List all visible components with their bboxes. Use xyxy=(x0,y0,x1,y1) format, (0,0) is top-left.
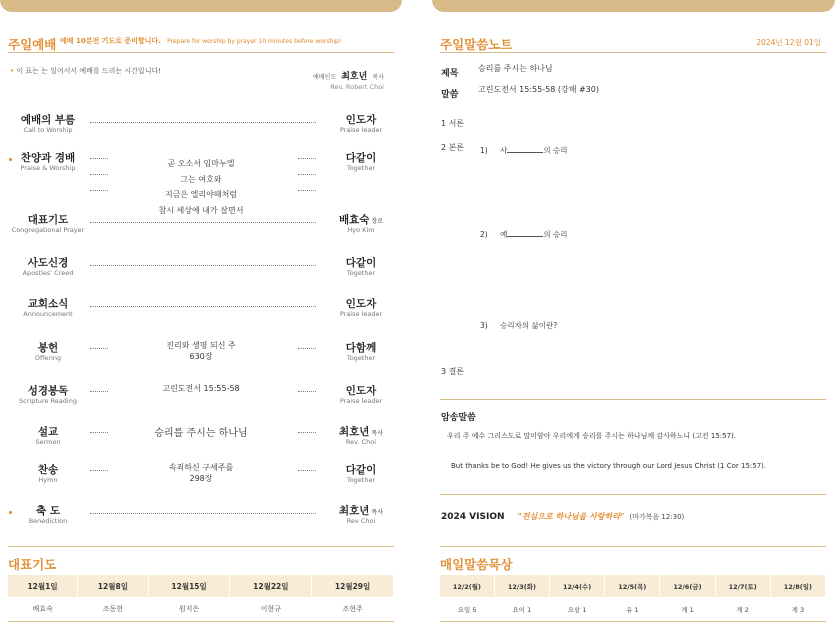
prayer-name: 원지은 xyxy=(148,597,230,622)
order-item-en: Apostles' Creed xyxy=(22,269,74,277)
note-body: 2 본론 xyxy=(441,143,465,152)
right-bottom-rule xyxy=(440,546,826,547)
daily-date: 12/5(목) xyxy=(605,575,660,597)
order-item-name: 봉헌 xyxy=(37,342,59,354)
daily-ref: 계 1 xyxy=(660,597,715,622)
detail-line: 승리를 주시는 하나님 xyxy=(154,428,248,439)
prayer-name-row xyxy=(8,597,394,622)
worship-section-title: 주일예배 xyxy=(8,37,57,52)
left-title-rule xyxy=(8,52,394,53)
order-item-name: 설교 xyxy=(37,426,59,438)
prep-note-en: Prepare for worship by prayer 10 minutes before worship! xyxy=(167,38,342,45)
memory-verse-ko: 우리 주 예수 그리스도로 말미암아 우리에게 승리를 주시는 하나님께 감사하노니 (고전 15:57). xyxy=(447,432,737,440)
daily-ref: 요삼 1 xyxy=(550,597,605,622)
order-leader xyxy=(326,150,396,165)
daily-ref: 유 1 xyxy=(605,597,660,622)
order-leader-title: 목사 xyxy=(371,509,384,516)
preacher-info xyxy=(313,64,384,91)
sermon-title-label: 제목 xyxy=(441,69,459,79)
order-leader-en: Rev. Choi xyxy=(345,438,377,446)
order-leader xyxy=(326,296,396,311)
dot-leader xyxy=(298,158,316,159)
daily-ref: 요일 5 xyxy=(440,597,494,622)
order-item-name: 찬송 xyxy=(37,464,59,476)
order-item-name: 찬양과 경배 xyxy=(20,152,76,164)
point-2-num: 2) xyxy=(480,230,488,239)
order-item-detail xyxy=(115,383,287,394)
prayer-section-title: 대표기도 xyxy=(8,557,57,572)
point-3-pre: 승리자의 삶이란? xyxy=(500,321,558,330)
order-item-name: 사도신경 xyxy=(27,257,69,269)
prayer-name: 이현규 xyxy=(230,597,312,622)
order-leader-en: Praise leader xyxy=(339,126,383,134)
dot-leader xyxy=(90,190,108,191)
order-leader-name: 최호년 xyxy=(338,426,370,438)
dot-leader xyxy=(298,470,316,471)
order-leader xyxy=(326,503,396,518)
vision-ref: (마가복음 12:30) xyxy=(629,513,685,521)
order-leader-name: 다같이 xyxy=(345,257,377,269)
vision-rule xyxy=(440,494,826,495)
order-leader-title: 장로 xyxy=(371,218,384,225)
prayer-date: 12월22일 xyxy=(230,575,312,597)
vision-line xyxy=(441,504,684,523)
standing-bullet-icon: • xyxy=(10,67,15,75)
prayer-header-row xyxy=(8,575,394,597)
order-leader-name: 인도자 xyxy=(345,385,377,397)
order-item-detail xyxy=(115,428,287,439)
order-item-name: 교회소식 xyxy=(27,298,69,310)
dot-leader xyxy=(90,158,108,159)
order-leader-name: 인도자 xyxy=(345,298,377,310)
order-leader xyxy=(326,255,396,270)
dot-leader xyxy=(90,348,108,349)
detail-line: 진리와 생명 되신 주 xyxy=(166,341,236,350)
order-item-name: 대표기도 xyxy=(27,214,69,226)
sermon-title-value: 승리를 주시는 하나님 xyxy=(478,64,553,73)
scripture-value: 고린도전서 15:55-58 (강해 #30) xyxy=(478,85,599,94)
memory-verse-en: But thanks be to God! He gives us the victory through our Lord Jesus Christ (1 Cor 15:57). xyxy=(451,462,767,470)
vision-label: 2024 VISION xyxy=(441,512,505,522)
daily-ref-row xyxy=(440,597,826,622)
dot-leader xyxy=(90,306,316,307)
order-item-en: Sermon xyxy=(35,438,61,446)
prep-note xyxy=(60,36,341,46)
order-leader-en: Hyo Kim xyxy=(347,226,375,234)
dot-leader xyxy=(90,513,316,514)
order-leader-title: 목사 xyxy=(371,430,384,437)
detail-line: 속죄하신 구세주를 xyxy=(168,463,234,472)
order-leader xyxy=(326,340,396,355)
order-item-detail xyxy=(115,340,287,362)
point-1 xyxy=(480,144,567,156)
right-title-rule xyxy=(440,52,826,53)
order-leader xyxy=(326,424,396,439)
point-2-pre: 예 xyxy=(500,230,508,239)
point-2-post: 의 승리 xyxy=(543,230,568,239)
dot-leader xyxy=(90,265,316,266)
order-leader xyxy=(326,212,396,227)
note-conclusion: 3 결론 xyxy=(441,367,465,376)
detail-line: 630장 xyxy=(189,352,213,361)
dot-leader xyxy=(90,470,108,471)
order-item-name: 축 도 xyxy=(36,505,60,517)
dot-leader xyxy=(298,174,316,175)
dot-leader xyxy=(298,432,316,433)
order-item-en: Announcement xyxy=(23,310,73,318)
order-leader-name: 최호년 xyxy=(338,505,370,517)
order-leader-name: 인도자 xyxy=(345,114,377,126)
daily-meditation-table xyxy=(440,575,826,622)
daily-date: 12/8(일) xyxy=(770,575,825,597)
order-item-detail xyxy=(115,462,287,484)
point-2 xyxy=(480,228,567,240)
order-leader-en: Praise leader xyxy=(339,397,383,405)
order-item-en: Praise & Worship xyxy=(20,164,76,172)
order-item-en: Scripture Reading xyxy=(19,397,77,405)
order-item-en: Call to Worship xyxy=(23,126,73,134)
order-leader-en: Praise leader xyxy=(339,310,383,318)
preacher-title: 목사 xyxy=(372,74,384,81)
memory-rule xyxy=(440,399,826,400)
order-item-detail xyxy=(115,156,287,218)
dot-leader xyxy=(90,432,108,433)
daily-header-row xyxy=(440,575,826,597)
prayer-date: 12월1일 xyxy=(8,575,78,597)
daily-ref: 계 3 xyxy=(770,597,825,622)
point-1-pre: 사 xyxy=(500,146,508,155)
order-item-en: Congregational Prayer xyxy=(11,226,85,234)
detail-line: 298장 xyxy=(189,474,213,483)
point-1-num: 1) xyxy=(480,146,488,155)
right-top-tab xyxy=(432,0,835,12)
order-leader-en: Together xyxy=(346,269,376,277)
sermon-date: 2024년 12월 01일 xyxy=(756,38,821,47)
preacher-name: 최호년 xyxy=(341,72,368,82)
prayer-name: 조동현 xyxy=(78,597,149,622)
detail-line: 고린도전서 15:55-58 xyxy=(162,384,240,393)
daily-ref: 계 2 xyxy=(715,597,770,622)
vision-quote: "전심으로 하나님을 사랑하라" xyxy=(517,512,625,521)
order-leader-en: Together xyxy=(346,164,376,172)
prayer-name: 배효숙 xyxy=(8,597,78,622)
standing-note xyxy=(10,66,161,76)
dot-leader xyxy=(298,391,316,392)
dot-leader xyxy=(90,122,316,123)
daily-date: 12/4(수) xyxy=(550,575,605,597)
order-item-en: Hymn xyxy=(38,476,58,484)
daily-meditation-title: 매일말씀묵상 xyxy=(440,557,513,572)
dot-leader xyxy=(298,190,316,191)
standing-note-prefix: 이 표는 xyxy=(16,67,39,75)
note-intro: 1 서론 xyxy=(441,119,465,128)
detail-line: 참시 세상에 내가 살면서 xyxy=(158,205,244,215)
dot-leader xyxy=(298,348,316,349)
order-leader-en: Together xyxy=(346,354,376,362)
prep-note-ko: 예배 10분전 기도로 준비합니다. xyxy=(60,37,161,45)
dot-leader xyxy=(90,391,108,392)
order-leader-name: 배효숙 xyxy=(338,214,370,226)
order-item-en: Benediction xyxy=(28,517,68,525)
memory-verse-title: 암송말씀 xyxy=(441,413,476,423)
prayer-schedule-table xyxy=(8,575,394,622)
prayer-date: 12월29일 xyxy=(312,575,394,597)
daily-date: 12/3(화) xyxy=(494,575,549,597)
point-1-post: 의 승리 xyxy=(543,146,568,155)
left-bottom-rule xyxy=(8,546,394,547)
order-leader-en: Rev Choi xyxy=(346,517,376,525)
order-leader-name: 다함께 xyxy=(345,342,377,354)
daily-date: 12/6(금) xyxy=(660,575,715,597)
dot-leader xyxy=(90,174,108,175)
daily-ref: 요이 1 xyxy=(494,597,549,622)
order-item-en: Offering xyxy=(34,354,62,362)
preacher-label: 예배인도 xyxy=(312,74,337,81)
order-leader-name: 다같이 xyxy=(345,152,377,164)
sermon-note-title: 주일말씀노트 xyxy=(440,37,513,52)
order-leader-name: 다같이 xyxy=(345,464,377,476)
left-top-tab xyxy=(0,0,402,12)
point-3-num: 3) xyxy=(480,321,488,330)
detail-line: 그는 여호와 xyxy=(180,174,222,184)
point-3 xyxy=(480,320,557,331)
dot-leader xyxy=(90,222,316,223)
scripture-label: 말씀 xyxy=(441,90,459,100)
daily-date: 12/2(월) xyxy=(440,575,494,597)
prayer-date: 12월8일 xyxy=(78,575,149,597)
order-item-name: 예배의 부름 xyxy=(20,114,76,126)
standing-note-text: 는 일어서서 예배를 드리는 시간입니다! xyxy=(41,67,162,75)
preacher-en: Rev. Robert Choi xyxy=(330,83,384,91)
order-leader xyxy=(326,462,396,477)
detail-line: 지금은 엘리야때처럼 xyxy=(164,190,238,199)
daily-date: 12/7(토) xyxy=(715,575,770,597)
order-leader-en: Together xyxy=(346,476,376,484)
order-leader xyxy=(326,112,396,127)
prayer-name: 조현주 xyxy=(312,597,394,622)
order-leader xyxy=(326,383,396,398)
prayer-date: 12월15일 xyxy=(148,575,230,597)
order-item-name: 성경봉독 xyxy=(27,385,69,397)
point-1-blank[interactable] xyxy=(507,144,543,153)
detail-line: 곧 오소서 임마누엘 xyxy=(167,159,235,168)
point-2-blank[interactable] xyxy=(507,228,543,237)
